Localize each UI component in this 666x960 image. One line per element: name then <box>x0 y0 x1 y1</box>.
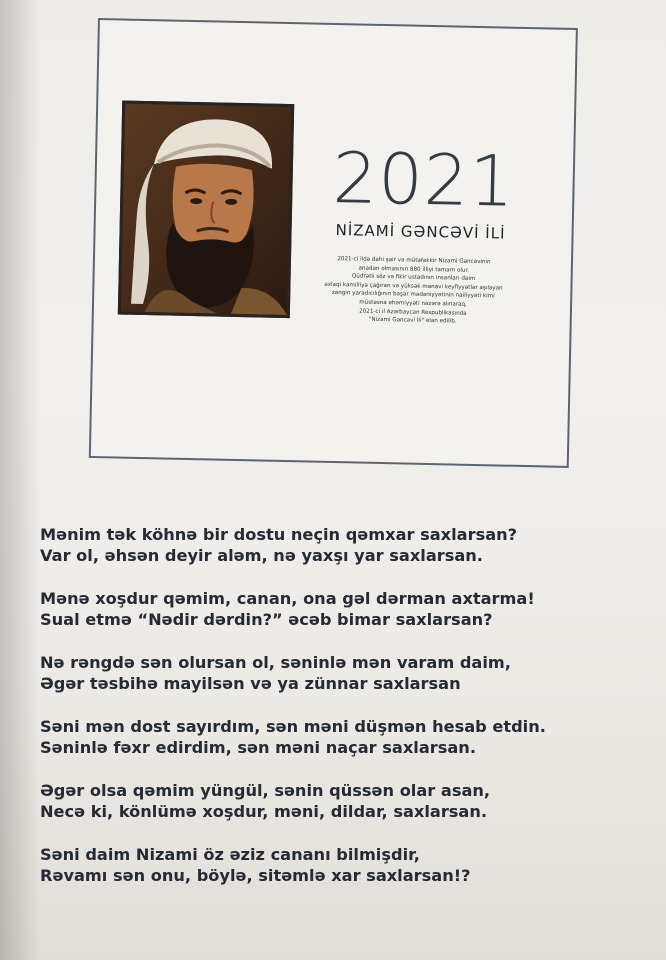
caption-line: Qüdrətli söz və fikir ustadının insanları daim <box>351 273 476 283</box>
poem-line: Rəvamı sən onu, böylə, sitəmlə xar saxlarsan!? <box>40 866 471 885</box>
poem-line: Mənim tək köhnə bir dostu neçin qəmxar saxlarsan? <box>40 525 518 544</box>
caption-line: əxlaqi kamilliyə çağıran və yüksək mənəvi keyfiyyətlər aşılayan <box>324 281 503 292</box>
poster-year: 2021 <box>331 136 516 223</box>
caption-line: anadan olmasının 880 illiyi tamam olur. <box>358 265 470 274</box>
poem-stanza <box>40 524 650 566</box>
caption-line: 2021-ci il Azərbaycan Respublikasında <box>359 308 467 317</box>
poem-line: Sual etmə “Nədir dərdin?” əcəb bimar saxlarsan? <box>40 610 493 629</box>
page-binding-shadow <box>0 0 40 960</box>
poem-stanza <box>40 716 650 758</box>
caption-line: zəngin yaradıcılığının bəşər mədəniyyətinin nailiyyəti kimi <box>331 290 495 300</box>
poem-stanza <box>40 780 650 822</box>
poem-line: Necə ki, könlümə xoşdur, məni, dildar, saxlarsan. <box>40 802 488 821</box>
poem-line: Nə rəngdə sən olursan ol, səninlə mən varam daim, <box>40 653 511 672</box>
poem-line: Əgər olsa qəmim yüngül, sənin qüssən olar asan, <box>40 781 491 800</box>
nizami-portrait-icon <box>121 104 291 315</box>
poem-line: Var ol, əhsən deyir aləm, nə yaxşı yar saxlarsan. <box>40 546 483 565</box>
caption-line: "Nizami Gəncəvi İli" elan edilib. <box>368 316 457 325</box>
poem-stanza <box>40 588 650 630</box>
poem-stanza <box>40 652 650 694</box>
poem-line: Səninlə fəxr edirdim, sən məni naçar saxlarsan. <box>40 738 476 757</box>
caption-line: 2021-ci ildə dahi şair və mütəfəkkir Nizami Gəncəvinin <box>337 256 491 266</box>
poem-line: Əgər təsbihə mayilsən və ya zünnar saxlarsan <box>40 674 461 693</box>
nizami-year-poster <box>89 18 578 468</box>
poem-stanza <box>40 844 650 886</box>
poem-text <box>40 524 650 908</box>
nizami-portrait <box>118 101 294 319</box>
caption-line: müstəsna əhəmiyyəti nəzərə alınaraq, <box>359 299 467 308</box>
poem-line: Səni mən dost sayırdım, sən məni düşmən hesab etdin. <box>40 717 546 736</box>
poem-line: Mənə xoşdur qəmim, canan, ona gəl dərman axtarma! <box>40 589 535 608</box>
poem-line: Səni daim Nizami öz əziz cananı bilmişdir, <box>40 845 420 864</box>
poster-title: NİZAMİ GƏNCƏVİ İLİ <box>335 221 506 243</box>
poster-caption <box>300 254 527 327</box>
